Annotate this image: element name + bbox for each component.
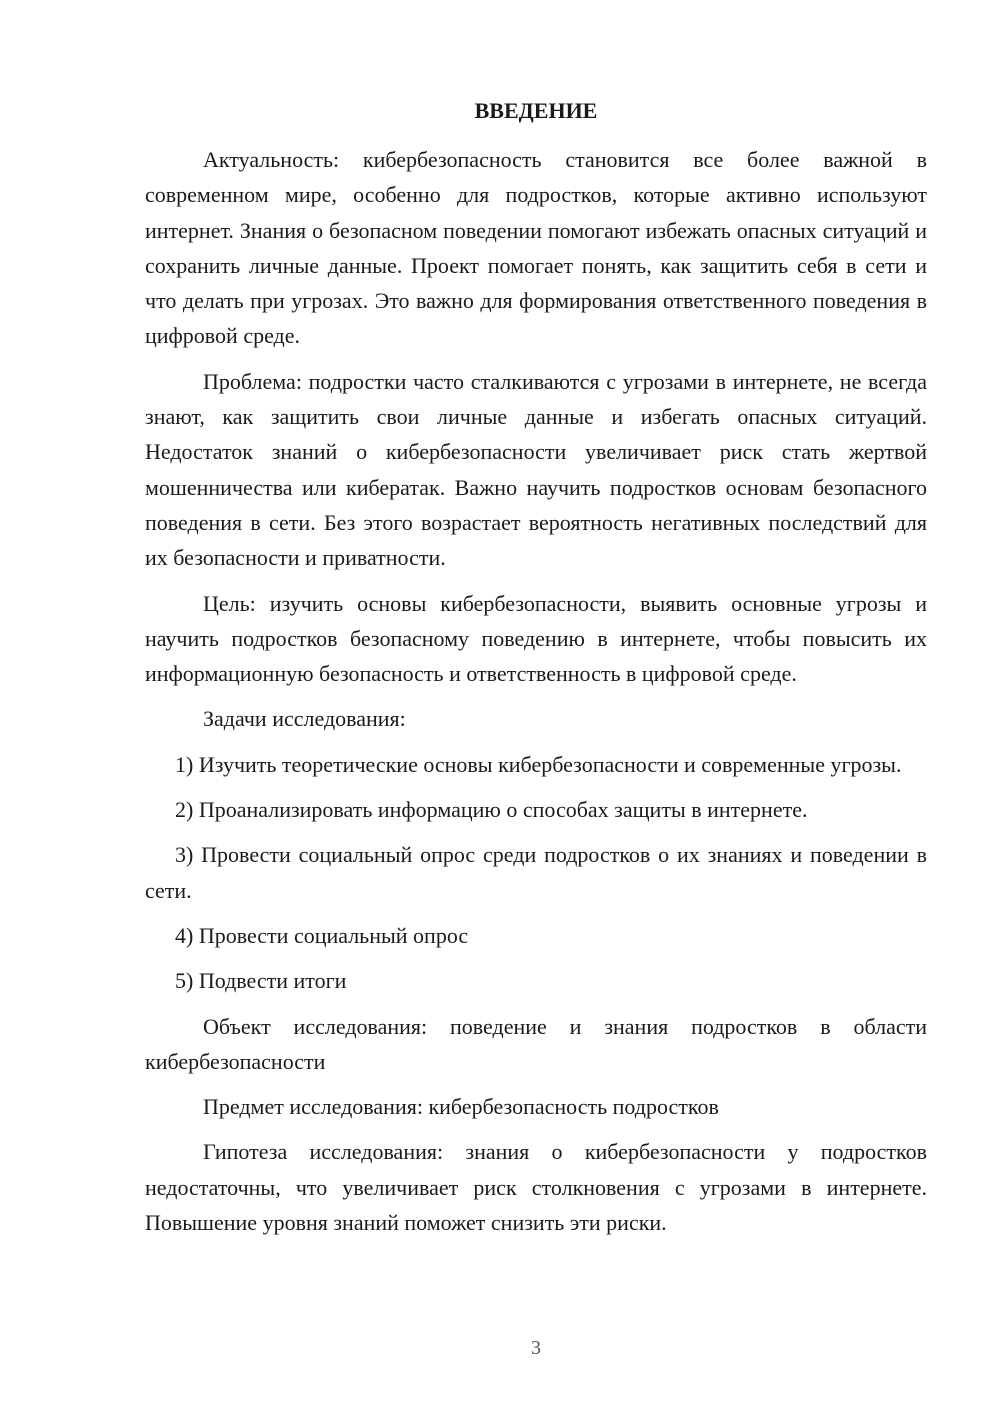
page-title: ВВЕДЕНИЕ (474, 98, 598, 123)
tasks-heading: Задачи исследования: (203, 706, 406, 732)
paragraph-goal: Цель: изучить основы кибербезопасности, выявить основные угрозы и научить подростков безопасному поведению в интернете, чтобы повысить их информационную безопасность и ответственность в цифровой среде. (145, 590, 927, 687)
paragraph-hypothesis: Гипотеза исследования: знания о кибербезопасности у подростков недостаточны, что увеличивает риск столкновения с угрозами в интернете. Повышение уровня знаний поможет снизить эти риски. (145, 1139, 927, 1236)
task-item-1: 1) Изучить теоретические основы кибербезопасности и современные угрозы. (175, 751, 902, 777)
paragraph-object: Объект исследования: поведение и знания подростков в области кибербезопасности (145, 1013, 927, 1074)
paragraph-subject: Предмет исследования: кибербезопасность подростков (203, 1094, 719, 1120)
task-item-4: 4) Провести социальный опрос (175, 922, 469, 948)
task-item-5: 5) Подвести итоги (175, 968, 347, 994)
paragraph-relevance: Актуальность: кибербезопасность становится все более важной в современном мире, особенно для подростков, которые активно используют интернет. Знания о безопасном поведении помогают избежать опасных ситуаций и сохранить личные данные. Проект помогает понять, как защитить себя в сети и что делать при угрозах. Это важно для формирования ответственного поведения в цифровой среде. (145, 147, 927, 349)
task-item-3: 3) Провести социальный опрос среди подростков о их знаниях и поведении в сети. (145, 842, 927, 903)
page-number: 3 (531, 1337, 541, 1359)
paragraph-problem: Проблема: подростки часто сталкиваются с угрозами в интернете, не всегда знают, как защитить свои личные данные и избегать опасных ситуаций. Недостаток знаний о кибербезопасности увеличивает риск стать жертвой мошенничества или кибератак. Важно научить подростков основам безопасного поведения в сети. Без этого возрастает вероятность негативных последствий для их безопасности и приватности. (145, 368, 927, 571)
task-item-2: 2) Проанализировать информацию о способах защиты в интернете. (175, 797, 808, 823)
document-body (145, 142, 927, 1240)
